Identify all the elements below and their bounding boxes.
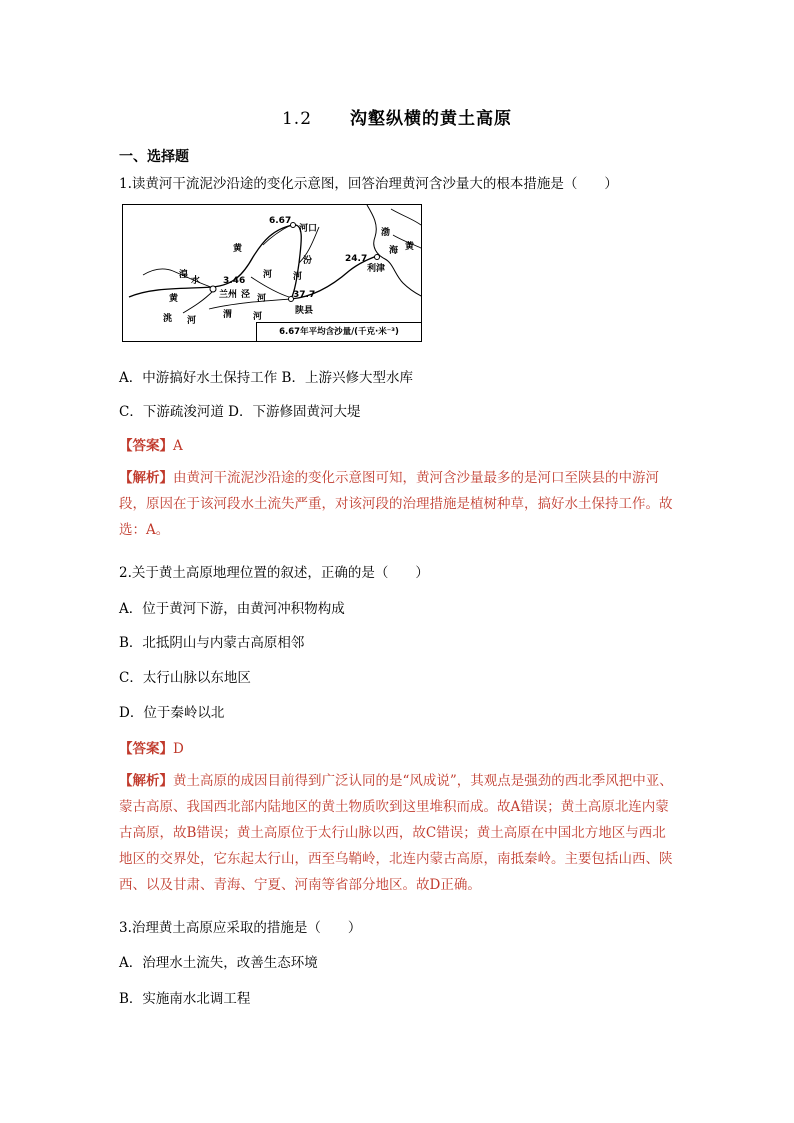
question-2-stem: 2.关于黄土高原地理位置的叙述，正确的是（ ） (119, 565, 429, 581)
river-char-1: 黄 (233, 244, 243, 254)
sea-char-1: 渤 (381, 228, 391, 238)
river-char-huang: 黄 (169, 294, 179, 304)
tributary-north (263, 225, 291, 245)
map-legend: 6.67年平均含沙量/(千克·米⁻³) (256, 322, 421, 341)
question-2-answer (119, 737, 184, 757)
yellow-river-line (129, 225, 379, 299)
question-2-option-c: C．太行山脉以东地区 (119, 670, 251, 686)
title-text: 沟壑纵横的黄土高原 (350, 109, 513, 129)
wei-river-line (209, 299, 291, 309)
river-char-11: 湟 (179, 270, 189, 280)
shanxian-label: 陕县 (295, 306, 314, 316)
sea-char-2: 海 (389, 246, 399, 256)
question-1-options-line-1: A．中游搞好水土保持工作 B．上游兴修大型水库 (119, 370, 413, 386)
river-char-5: 泾 (241, 290, 251, 300)
question-2-option-b: B．北抵阴山与内蒙古高原相邻 (119, 635, 305, 651)
river-char-2: 河 (263, 270, 273, 280)
lijin-station (375, 255, 380, 260)
shanxian-value: 37.7 (293, 290, 316, 300)
question-3-option-a: A．治理水土流失，改善生态环境 (119, 955, 318, 971)
lanzhou-value: 3.46 (223, 276, 246, 286)
river-char-3: 汾 (303, 256, 313, 266)
question-1-answer (119, 434, 183, 454)
tributary-west (143, 269, 173, 275)
sea-char-3: 黄 (405, 242, 415, 252)
hekou-value: 6.67 (269, 216, 292, 226)
tao-river-line (183, 291, 213, 313)
river-char-4: 河 (293, 272, 303, 282)
question-3-option-b: B．实施南水北调工程 (119, 991, 251, 1007)
question-1-options-line-2: C．下游疏浚河道 D．下游修固黄河大堤 (119, 404, 361, 420)
title-number: 1.2 (281, 109, 313, 129)
river-char-12: 水 (191, 276, 201, 286)
analysis-text: 黄土高原的成因目前得到广泛认同的是“风成说”，其观点是强劲的西北季风把中亚、蒙古高原、我国西北部内陆地区的黄土物质吹到这里堆积而成。故A错误；黄土高原北连内蒙古高原，故B错误；黄土高原位于太行山脉以西，故C错误；黄土高原在中国北方地区与西北地区的交界处，它东起太行山，西至乌鞘岭，北连内蒙古高原，南抵秦岭。主要包括山西、陕西、以及甘肃、青海、宁夏、河南等省部分地区。故D正确。 (119, 773, 673, 893)
question-2-analysis (119, 768, 679, 898)
river-char-9: 洮 (163, 314, 173, 324)
lijin-label: 利津 (367, 264, 386, 274)
lijin-value: 24.7 (345, 254, 368, 264)
analysis-text: 由黄河干流泥沙沿途的变化示意图可知，黄河含沙量最多的是河口至陕县的中游河段，原因在于该河段水土流失严重，对该河段的治理措施是植树种草，搞好水土保持工作。故选：A。 (119, 470, 673, 538)
question-1-stem: 1.读黄河干流泥沙沿途的变化示意图，回答治理黄河含沙量大的根本措施是（ ） (119, 176, 618, 192)
answer-label: 【答案】 (119, 741, 173, 757)
river-char-6: 河 (257, 294, 267, 304)
analysis-label: 【解析】 (119, 773, 173, 789)
yellow-river-sediment-map (122, 204, 422, 342)
river-char-7: 渭 (223, 310, 233, 320)
question-1-analysis (119, 465, 679, 543)
hekou-station (291, 223, 296, 228)
page-title (0, 104, 794, 129)
river-char-10: 河 (187, 316, 197, 326)
hekou-label: 河口 (299, 224, 318, 234)
question-2-option-a: A．位于黄河下游，由黄河冲积物构成 (119, 601, 345, 617)
section-heading: 一、选择题 (119, 149, 189, 165)
lanzhou-label: 兰州 (219, 290, 238, 300)
river-char-8: 河 (253, 312, 263, 322)
question-2-option-d: D．位于秦岭以北 (119, 705, 225, 721)
analysis-label: 【解析】 (119, 470, 173, 486)
answer-label: 【答案】 (119, 438, 173, 454)
answer-value: D (173, 741, 184, 757)
question-3-stem: 3.治理黄土高原应采取的措施是（ ） (119, 920, 362, 936)
lanzhou-station (210, 286, 216, 292)
answer-value: A (173, 438, 183, 454)
